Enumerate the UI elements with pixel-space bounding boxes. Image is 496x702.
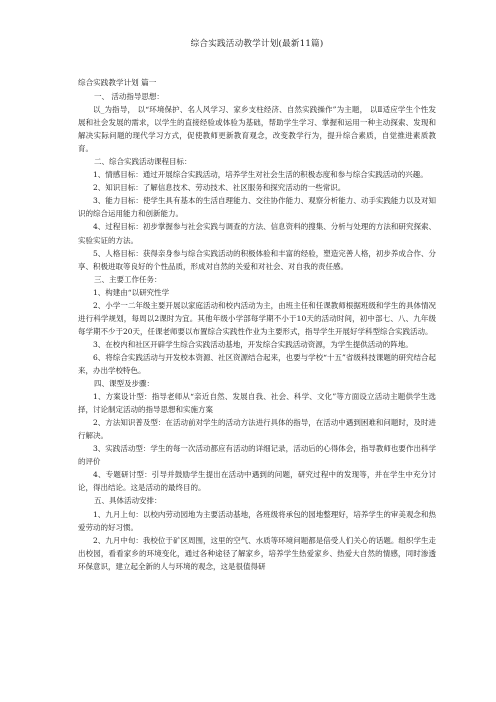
section-subtitle: 综合实践教学计划 篇一 <box>78 78 157 87</box>
paragraph: 3、能力目标：使学生具有基本的生活自理能力、交往协作能力、观察分析能力、动手实践能力以及对知识的综合运用能力和创新能力。 <box>78 196 436 219</box>
paragraph: 3、实践活动型：学生的每一次活动都应有活动的详细记录，活动后的心得体会，指导教师也要作出科学的评价 <box>78 444 436 467</box>
paragraph: 四、课型及步骤： <box>94 379 154 389</box>
paragraph: 4、过程目标：初步掌握参与社会实践与调查的方法、信息资料的搜集、分析与处理的方法和研究探索、实验实证的方法。 <box>78 222 436 245</box>
paragraph: 4、专题研讨型：引导并鼓励学生提出在活动中遇到的问题，研究过程中的发现等，并在学生中充分讨论，得出结论。这是活动的最终目的。 <box>78 470 436 493</box>
document-title: 综合实践活动教学计划(最新11篇) <box>190 39 324 49</box>
paragraph: 5、人格目标：获得亲身参与综合实践活动的积极体验和丰富的经验，塑造完善人格，初步养成合作、分享、积极进取等良好的个性品质，形成对自然的关爱和对社会、对自我的责任感。 <box>78 248 436 271</box>
paragraph: 1、构建由“以研究性学 <box>93 287 170 297</box>
paragraph: 以_为指导， 以“环境保护、名人风学习、家乡支柱经济、自然实践操作”为主题， 以Ⅱ适应学生个性发展和社会发展的需求，以学生的直接经验或体验为基础，帮助学生学习、掌握和运用一种主动探索、发现和解决实际问题的现代学习方式，促使教师更新教育观念，改变教学行为，提升综合素质，自觉推进素质教育。 <box>78 105 436 154</box>
paragraph: 6、将综合实践活动与开发校本资源、社区资源结合起来，也要与学校“十五”省级科技课题的研究结合起来，办出学校特色。 <box>78 352 436 375</box>
paragraph: 1、情感目标：通过开展综合实践活动，培养学生对社会生活的积极态度和参与综合实践活动的兴趣。 <box>93 170 428 180</box>
paragraph: 1、方案设计型：指导老师从“亲近自然、发展自我、社会、科学、文化”等方面设立活动主题供学生选择，讨论制定活动的指导思想和实施方案 <box>78 392 436 415</box>
paragraph: 3、在校内和社区开辟学生综合实践活动基地，开发综合实践活动资源，为学生提供活动的阵地。 <box>93 339 413 349</box>
paragraph: 2、九月中旬：我校位于矿区周围，这里的空气、水质等环境问题都是倍受人们关心的话题。组织学生走出校园，看看家乡的环境变化，通过各种途径了解家乡，培养学生热爱家乡、热爱大自然的情感，同时渗透环保意识，建立起全新的人与环境的观念，这是很值得研 <box>78 535 436 571</box>
paragraph: 2、知识目标：了解信息技术、劳动技术、社区服务和探究活动的一些常识。 <box>93 183 346 193</box>
paragraph: 三、主要工作任务： <box>94 274 162 284</box>
paragraph: 1、九月上旬：以校内劳动园地为主要活动基地，各班级将承包的园地整理好，培养学生的审美观念和热爱劳动的好习惯。 <box>78 509 436 532</box>
paragraph: 2、方法知识普及型：在活动前对学生的活动方法进行具体的指导，在活动中遇到困难和问题时，及时进行解决。 <box>78 418 436 441</box>
paragraph: 五、具体活动安排： <box>94 496 162 506</box>
paragraph: 2、小学一二年级主要开展以家庭活动和校内活动为主，由班主任和任课教师根据班级和学生的具体情况进行科学规划，每周以2课时为宜。其他年级小学部每学期不小于10天的活动时间，初中部七、八、九年级每学期不少于20天，任课老师要以布置综合实践性作业为主要形式，指导学生开展好学科型综合实践活动。 <box>78 300 436 336</box>
paragraph: 一、 活动指导思想： <box>94 92 164 101</box>
paragraph: 二、综合实践活动课程目标： <box>94 157 192 167</box>
